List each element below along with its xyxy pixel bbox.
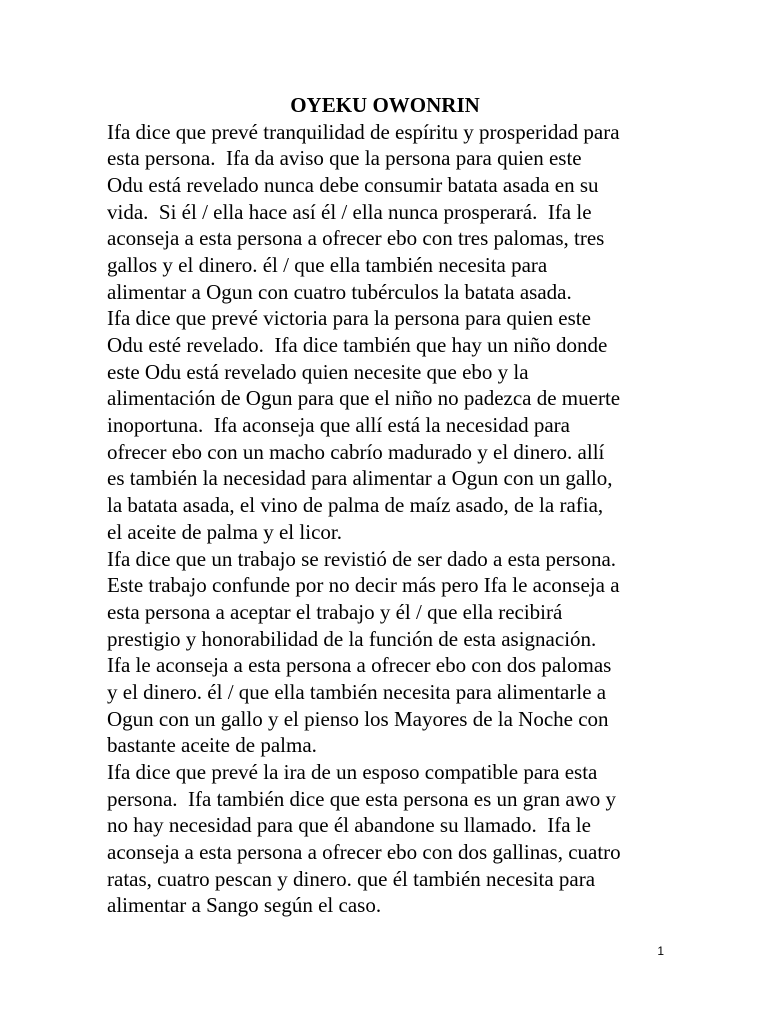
document-title: OYEKU OWONRIN xyxy=(290,93,480,117)
text-line: Ifa dice que prevé tranquilidad de espíritu y prosperidad para xyxy=(107,119,620,144)
text-line: esta persona a aceptar el trabajo y él / que ella recibirá xyxy=(107,599,563,624)
text-line: es también la necesidad para alimentar a Ogun con un gallo, xyxy=(107,466,613,491)
text-line: inoportuna. Ifa aconseja que allí está la necesidad para xyxy=(107,413,570,438)
text-line: Ifa le aconseja a esta persona a ofrecer ebo con dos palomas xyxy=(107,653,612,678)
text-line: el aceite de palma y el licor. xyxy=(107,519,342,544)
text-line: esta persona. Ifa da aviso que la persona para quien este xyxy=(107,146,582,171)
text-line: este Odu está revelado quien necesite que ebo y la xyxy=(107,359,529,384)
text-line: alimentar a Ogun con cuatro tubérculos la batata asada. xyxy=(107,279,572,304)
text-line: Ifa dice que un trabajo se revistió de ser dado a esta persona. xyxy=(107,546,617,571)
text-line: no hay necesidad para que él abandone su llamado. Ifa le xyxy=(107,813,591,838)
text-line: prestigio y honorabilidad de la función de esta asignación. xyxy=(107,626,597,651)
text-line: Odu está revelado nunca debe consumir batata asada en su xyxy=(107,172,599,197)
text-line: Ogun con un gallo y el pienso los Mayores de la Noche con xyxy=(107,706,609,731)
text-line: gallos y el dinero. él / que ella también necesita para xyxy=(107,252,548,277)
text-line: Odu esté revelado. Ifa dice también que hay un niño donde xyxy=(107,333,608,357)
text-line: ratas, cuatro pescan y dinero. que él también necesita para xyxy=(107,866,596,891)
text-line: persona. Ifa también dice que esta persona es un gran awo y xyxy=(107,786,617,811)
document-body xyxy=(107,119,677,920)
text-line: vida. Si él / ella hace así él / ella nunca prosperará. Ifa le xyxy=(107,199,592,224)
text-line: Ifa dice que prevé la ira de un esposo compatible para esta xyxy=(107,760,598,784)
text-line: alimentar a Sango según el caso. xyxy=(107,893,382,918)
page-number: 1 xyxy=(657,944,664,958)
text-line: aconseja a esta persona a ofrecer ebo con tres palomas, tres xyxy=(107,226,605,251)
text-line: Ifa dice que prevé victoria para la persona para quien este xyxy=(107,306,591,331)
text-line: aconseja a esta persona a ofrecer ebo con dos gallinas, cuatro xyxy=(107,840,621,865)
text-line: alimentación de Ogun para que el niño no padezca de muerte xyxy=(107,386,621,411)
text-line: ofrecer ebo con un macho cabrío madurado y el dinero. allí xyxy=(107,439,605,464)
text-line: y el dinero. él / que ella también necesita para alimentarle a xyxy=(107,679,607,704)
text-line: bastante aceite de palma. xyxy=(107,733,317,758)
text-line: la batata asada, el vino de palma de maíz asado, de la rafia, xyxy=(107,493,604,518)
text-line: Este trabajo confunde por no decir más pero Ifa le aconseja a xyxy=(107,573,620,598)
